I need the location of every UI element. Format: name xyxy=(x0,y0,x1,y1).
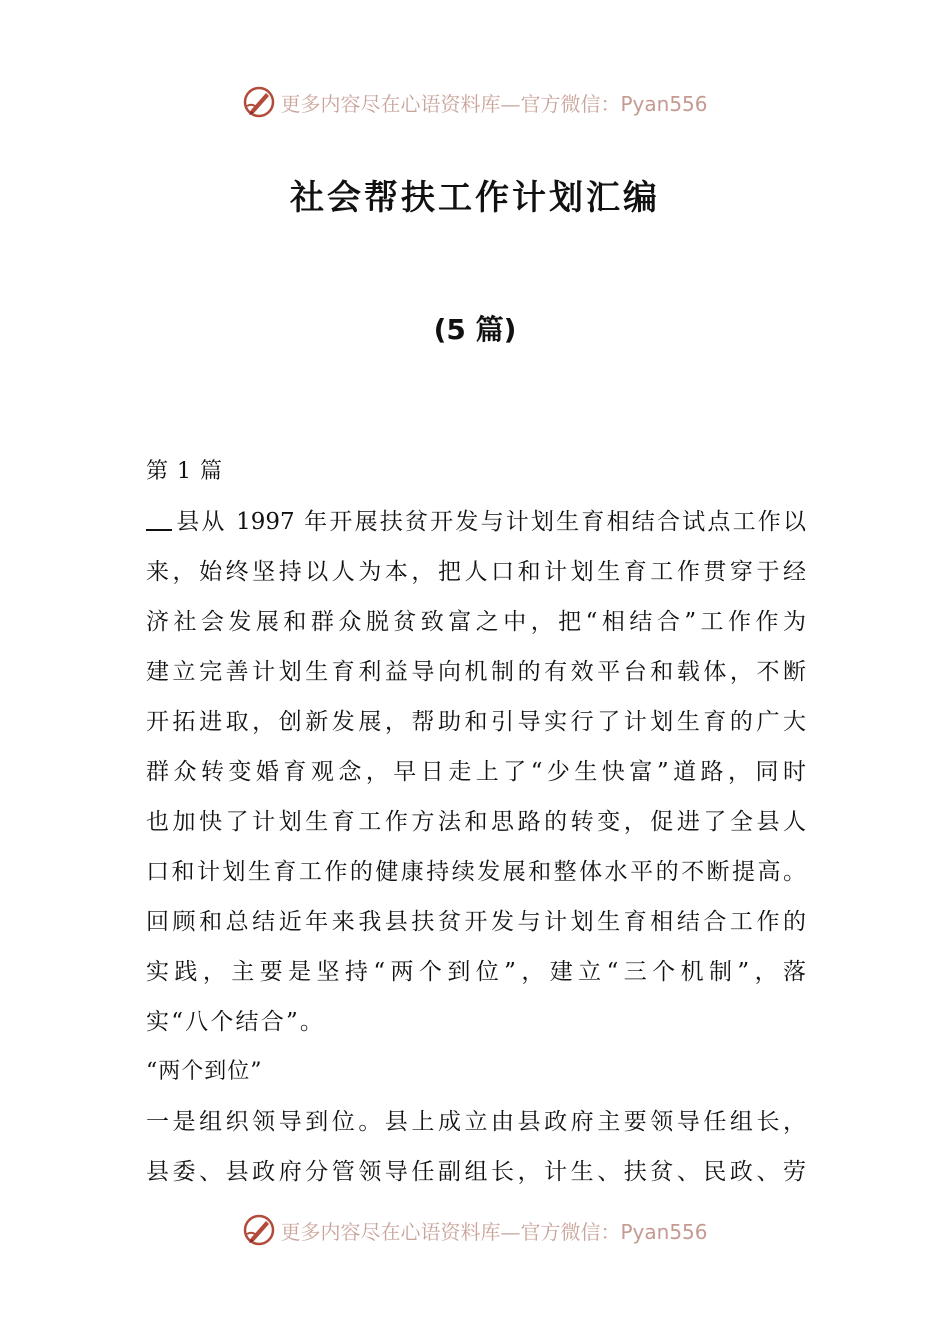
watermark-text: 更多内容尽在心语资料库—官方微信：Pyan556 xyxy=(280,91,708,116)
paragraph-line: 县委、县政府分管领导任副组长，计生、扶贫、民政、劳 xyxy=(146,1159,806,1185)
paragraph-line: 群众转变婚育观念，早日走上了“少生快富”道路，同时 xyxy=(146,759,806,785)
paragraph-line: 来，始终坚持以人为本，把人口和计划生育工作贯穿于经 xyxy=(146,559,806,585)
paragraph-line: 建立完善计划生育利益导向机制的有效平台和载体，不断 xyxy=(146,659,806,685)
paragraph-line: 县从 1997 年开展扶贫开发与计划生育相结合试点工作以 xyxy=(146,497,806,547)
paragraph-line: 一是组织领导到位。县上成立由县政府主要领导任组长， xyxy=(146,1109,806,1135)
document-title: 社会帮扶工作计划汇编 xyxy=(290,178,660,218)
paragraph-line: 回顾和总结近年来我县扶贫开发与计划生育相结合工作的 xyxy=(146,909,806,935)
blank-underline xyxy=(146,505,172,531)
paragraph-line: 口和计划生育工作的健康持续发展和整体水平的不断提高。 xyxy=(146,859,806,885)
watermark-text: 更多内容尽在心语资料库—官方微信：Pyan556 xyxy=(280,1219,708,1244)
header-watermark xyxy=(0,82,950,122)
paragraph-line: 实“八个结合”。 xyxy=(146,1009,326,1035)
paragraph-line: 实践，主要是坚持“两个到位”，建立“三个机制”，落 xyxy=(146,959,806,985)
document-subtitle: (5 篇) xyxy=(433,313,517,346)
footer-watermark xyxy=(0,1210,950,1250)
paragraph-line: 也加快了计划生育工作方法和思路的转变，促进了全县人 xyxy=(146,809,806,835)
section-heading: “两个到位” xyxy=(146,1059,263,1084)
pen-logo-icon xyxy=(242,1213,276,1247)
paragraph-line: 济社会发展和群众脱贫致富之中，把“相结合”工作作为 xyxy=(146,609,806,635)
pen-logo-icon xyxy=(242,85,276,119)
section-label: 第 1 篇 xyxy=(146,459,223,484)
document-body xyxy=(146,447,806,1197)
paragraph-line: 开拓进取，创新发展，帮助和引导实行了计划生育的广大 xyxy=(146,709,806,735)
